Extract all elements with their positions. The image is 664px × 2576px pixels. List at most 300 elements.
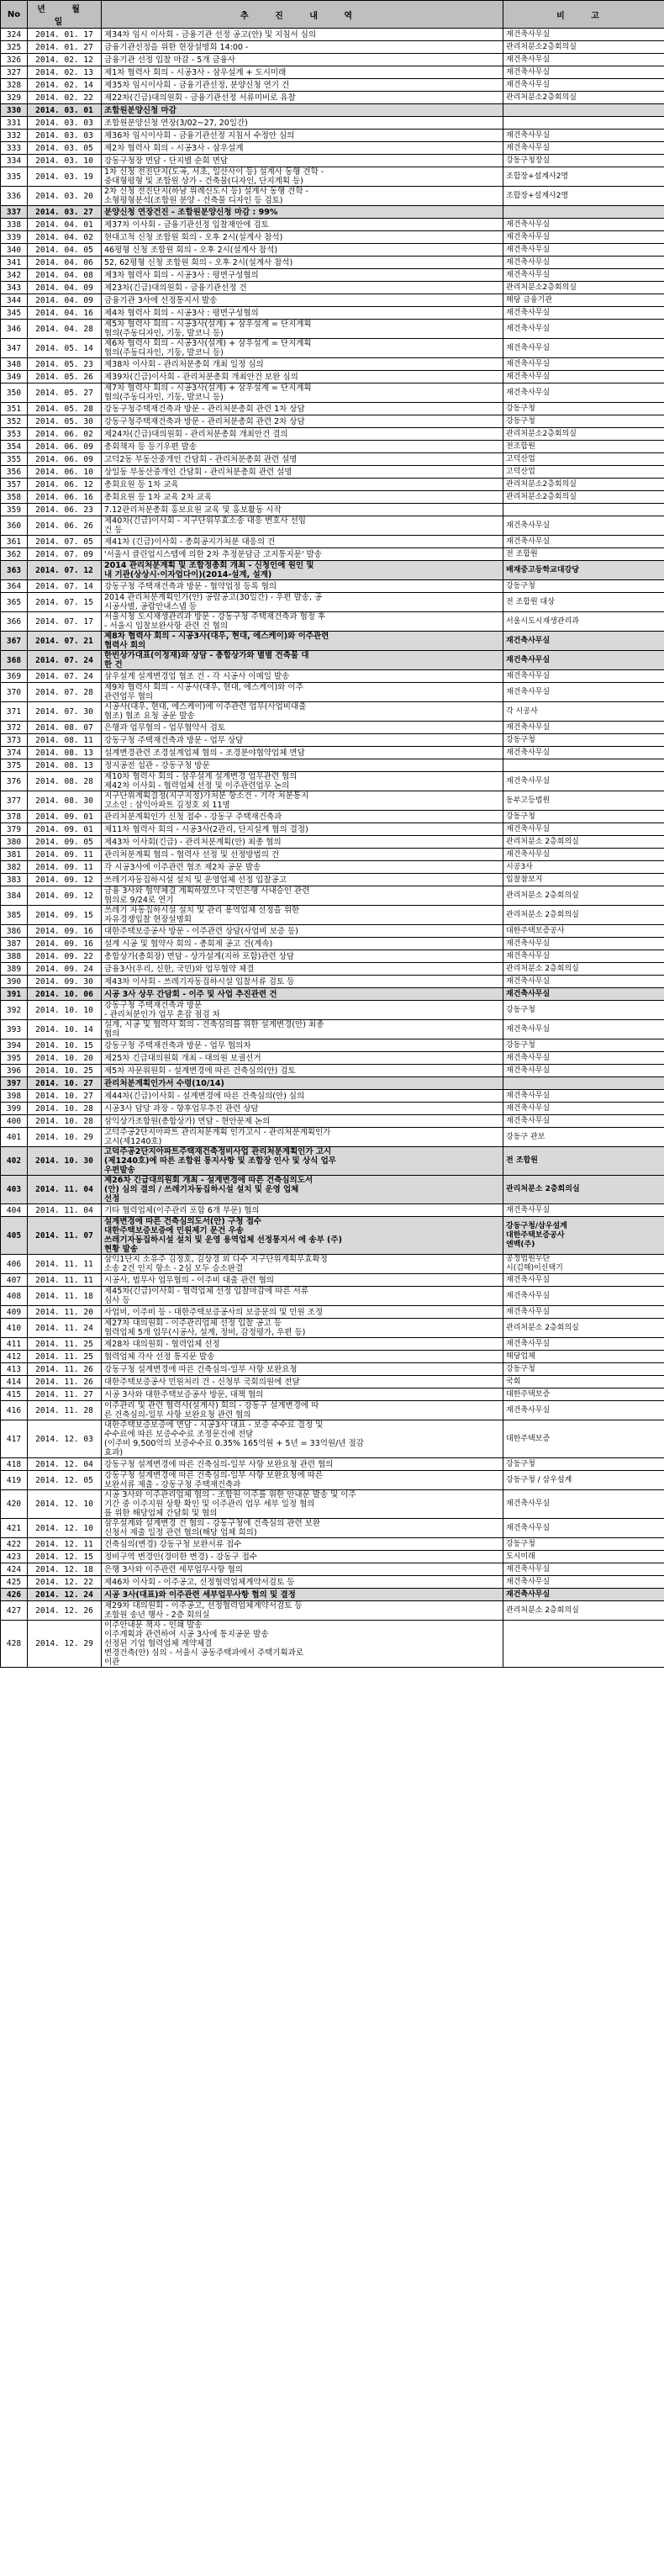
row-number: 398 (1, 1090, 28, 1103)
content-line: 총회요원 등 1차 교육 2차 교육 (104, 492, 213, 502)
row-date: 2014. 07. 28 (28, 683, 102, 702)
row-number: 330 (1, 104, 28, 117)
row-date: 2014. 07. 15 (28, 593, 102, 612)
row-note: 재건축사무실 (503, 1115, 664, 1128)
row-note: 재건축사무실 (503, 339, 664, 358)
header-note: 비 고 (503, 1, 664, 29)
row-date: 2014. 06. 23 (28, 504, 102, 516)
content-line: 보완서류 제출 - 강동구청 주택재건축과 (104, 1480, 241, 1489)
content-line: 내 기관(상상시·이자업다이)(2014-설계, 설계) (104, 570, 272, 579)
table-row (1, 104, 664, 117)
row-note: 강동구청 (503, 1001, 664, 1020)
content-line: 제45차(긴급)이사회 - 협력업체 선정 입찰마감에 따른 서류 (104, 1287, 308, 1296)
row-date: 2014. 08. 13 (28, 759, 102, 772)
row-note: 고덕산업 (503, 453, 664, 466)
row-date: 2014. 05. 23 (28, 358, 102, 371)
content-line: 이주안내문 책자 - 인쇄 발송 (104, 1621, 203, 1630)
table-row (1, 548, 664, 561)
content-line: 총회요원 등 1차 교육 (104, 479, 179, 489)
row-note: 재건축사무실 (503, 1338, 664, 1351)
row-content (102, 791, 503, 811)
row-date: 2014. 12. 10 (28, 1519, 102, 1538)
table-row (1, 1589, 664, 1601)
table-row (1, 1128, 664, 1147)
table-row (1, 79, 664, 92)
content-line: 시공 3사 상무 간담회 - 이주 및 사업 추진관련 건 (104, 989, 277, 999)
row-number: 388 (1, 950, 28, 963)
row-number: 355 (1, 453, 28, 466)
row-date: 2014. 07. 24 (28, 670, 102, 683)
row-date: 2014. 02. 22 (28, 92, 102, 104)
row-content (102, 1420, 503, 1458)
row-date: 2014. 07. 17 (28, 612, 102, 632)
content-line: 심사 등 (104, 1296, 130, 1305)
row-date: 2014. 07. 30 (28, 702, 102, 722)
row-number: 428 (1, 1621, 28, 1668)
row-content (102, 1601, 503, 1621)
row-content (102, 861, 503, 874)
content-line: - 서울시 입찰보완사항 관련 건 협의 (104, 622, 229, 631)
row-note: 강동구청 (503, 734, 664, 747)
content-line: 시공사, 법무사 업무협의 - 이주비 대출 관련 협의 (104, 1275, 274, 1285)
content-line: 은행과 업무협의 - 업무협약서 검토 (104, 722, 225, 733)
row-content (102, 632, 503, 651)
row-date: 2014. 04. 09 (28, 294, 102, 307)
row-content (102, 811, 503, 823)
row-content (102, 1519, 503, 1538)
row-number: 395 (1, 1052, 28, 1065)
row-content (102, 1376, 503, 1389)
table-row (1, 1319, 664, 1338)
row-date: 2014. 07. 21 (28, 632, 102, 651)
row-number: 357 (1, 479, 28, 491)
content-line: 현대고척 신청 조합원 회의 - 오후 2시(설계사 참석) (104, 232, 283, 242)
row-content (102, 1103, 503, 1115)
row-number: 345 (1, 307, 28, 320)
row-date: 2014. 12. 11 (28, 1538, 102, 1551)
row-date: 2014. 11. 04 (28, 1204, 102, 1217)
row-number: 348 (1, 358, 28, 371)
row-date: 2014. 11. 07 (28, 1217, 102, 1255)
row-date: 2014. 04. 02 (28, 231, 102, 244)
row-number: 379 (1, 823, 28, 836)
row-note: 재건축사무실 (503, 1576, 664, 1589)
row-note: 강동구청 (503, 580, 664, 593)
content-line: 쓰레기자동집하시설 설치 및 운영 용역업체 선정통지서 에 송부 (주) (104, 1235, 342, 1245)
content-line: 협의(주동디자인, 기둥, 발코니 등) (104, 348, 224, 357)
content-line: (안) 심의 결의 / 쓰레기자동집하시설 설치 및 운영 업체 (104, 1185, 299, 1194)
content-line: 제44차(긴급)이사회 - 설계변경에 따른 건축심의(안) 심의 (104, 1091, 305, 1101)
row-note (503, 759, 664, 772)
row-note: 시공3사 (503, 861, 664, 874)
row-number: 385 (1, 906, 28, 925)
table-row (1, 722, 664, 734)
row-content (102, 1471, 503, 1490)
row-date: 2014. 12. 05 (28, 1471, 102, 1490)
row-content (102, 1255, 503, 1274)
row-date: 2014. 03. 03 (28, 130, 102, 142)
row-content (102, 1217, 503, 1255)
row-note: 도시미래 (503, 1551, 664, 1563)
row-content (102, 1576, 503, 1589)
content-line: 삼우설계 설계변경업 협조 건 - 각 시공사 이메일 발송 (104, 671, 290, 681)
row-number: 369 (1, 670, 28, 683)
row-note: 재건축사무실 (503, 1490, 664, 1519)
row-note: 강동구 관보 (503, 1128, 664, 1147)
row-content (102, 651, 503, 670)
row-note: 전 조합원 (503, 548, 664, 561)
table-row (1, 734, 664, 747)
content-line: 고덕주공2단지아파트 관리처분계획 인가고시 - 관리처분계획인가 (104, 1128, 331, 1137)
row-number: 363 (1, 561, 28, 580)
row-number: 333 (1, 142, 28, 155)
row-number: 375 (1, 759, 28, 772)
table-row (1, 1001, 664, 1020)
row-date: 2014. 07. 05 (28, 536, 102, 548)
row-note: 대한주택보증공사 (503, 925, 664, 938)
row-note: 조합장+설계사2명 (503, 187, 664, 206)
content-line: 금융3사(우리, 신한, 국민)와 업무협약 체결 (104, 964, 255, 974)
row-date: 2014. 11. 11 (28, 1255, 102, 1274)
row-note: 배재중고등학교대강당 (503, 561, 664, 580)
content-line: 각 시공3사에 이주관련 협조 제2차 공문 발송 (104, 862, 261, 872)
row-content (102, 1039, 503, 1052)
row-number: 358 (1, 491, 28, 504)
row-note: 재건축사무실 (503, 722, 664, 734)
row-content (102, 167, 503, 187)
row-note: 관리처분소2층회의실 (503, 428, 664, 441)
row-content (102, 1287, 503, 1306)
content-line: 제22차(긴급)대의원회 - 금융기관선정 서류미비로 유찰 (104, 93, 296, 103)
table-row (1, 925, 664, 938)
row-content (102, 548, 503, 561)
row-note: 재건축사무실 (503, 142, 664, 155)
table-row (1, 1538, 664, 1551)
row-content (102, 874, 503, 886)
content-line: 건 등 (104, 526, 123, 535)
row-date: 2014. 12. 15 (28, 1551, 102, 1563)
row-content (102, 612, 503, 632)
content-line: 협의(주동디자인, 기둥, 발코니 등) (104, 393, 224, 402)
table-row (1, 130, 664, 142)
table-row (1, 307, 664, 320)
row-content (102, 155, 503, 167)
row-content (102, 963, 503, 976)
row-note: 강동구청 (503, 1039, 664, 1052)
row-note: 관리처분소2층회의실 (503, 92, 664, 104)
row-date: 2014. 12. 29 (28, 1621, 102, 1668)
row-number: 416 (1, 1401, 28, 1420)
row-number: 422 (1, 1538, 28, 1551)
row-number: 411 (1, 1338, 28, 1351)
row-note: 재건축사무실 (503, 976, 664, 988)
row-content (102, 516, 503, 536)
content-line: 한빈상가대표(이정재)와 상담 - 총합상가와 별별 건축물 대 (104, 651, 309, 660)
table-row (1, 1389, 664, 1401)
row-note: 재건축사무실 (503, 29, 664, 41)
table-header-row (1, 1, 664, 29)
row-content (102, 41, 503, 54)
table-row (1, 403, 664, 415)
content-line: 신청서 제출 일정 관련 협의(해당 업체 회의) (104, 1528, 257, 1537)
row-number: 367 (1, 632, 28, 651)
content-line: 시공사별, 공람안내스냅 등 (104, 602, 198, 611)
content-line: 선정 (104, 1194, 120, 1203)
row-date: 2014. 11. 26 (28, 1363, 102, 1376)
row-note: 국회 (503, 1376, 664, 1389)
table-row (1, 66, 664, 79)
row-number: 381 (1, 849, 28, 861)
row-date: 2014. 10. 10 (28, 1001, 102, 1020)
row-note: 재건축사무실 (503, 130, 664, 142)
table-row (1, 1020, 664, 1039)
row-content (102, 1551, 503, 1563)
row-note: 재건축사무실 (503, 320, 664, 339)
content-line: 효과) (104, 1448, 124, 1457)
content-line: (제1240호)에 따른 조합원 통지사항 및 조합장 인사 및 상식 업무 (104, 1156, 336, 1166)
content-line: 시공사(대우, 현대, 에스케이)에 이주관련 업무(사업비대출 (104, 702, 307, 711)
row-note: 관리처분소 2층회의실 (503, 886, 664, 906)
row-number: 356 (1, 466, 28, 479)
content-line: 제10차 협력사 회의 - 삼우설계 설계변경 업무관련 협의 (104, 772, 298, 781)
content-line: 대한주택보증보증에 민원제기 문건 우송 (104, 1226, 244, 1235)
row-number: 407 (1, 1274, 28, 1287)
table-row (1, 453, 664, 466)
row-note: 강동구청/삼우설계 대한주택보증공사 엔백(주) (503, 1217, 664, 1255)
row-date: 2014. 09. 01 (28, 811, 102, 823)
row-date: 2014. 09. 15 (28, 906, 102, 925)
table-row (1, 561, 664, 580)
row-date: 2014. 03. 20 (28, 187, 102, 206)
row-note: 강동구청 / 삼우설계 (503, 1471, 664, 1490)
content-line: 삼우설계와 설계변경 건 협의 - 강동구청에 건축심의 관련 보완 (104, 1519, 321, 1528)
table-row (1, 1077, 664, 1090)
table-row (1, 1147, 664, 1176)
content-line: 사업비, 이주비 등 - 대한주택보증공사의 보증문의 및 민원 조정 (104, 1307, 324, 1317)
row-content (102, 383, 503, 403)
content-line: 지구단위계획결정(지구지정)가처분 항소건 - 기각 처분통지 (104, 791, 309, 801)
table-row (1, 988, 664, 1001)
row-date: 2014. 10. 14 (28, 1020, 102, 1039)
content-line: - 관리처분인가 업무 혼잡 점검 차 (104, 1010, 220, 1019)
row-date: 2014. 07. 14 (28, 580, 102, 593)
table-row (1, 683, 664, 702)
table-row (1, 1176, 664, 1204)
row-number: 414 (1, 1376, 28, 1389)
row-date: 2014. 04. 09 (28, 282, 102, 294)
row-number: 332 (1, 130, 28, 142)
row-note: 재건축사무실 (503, 516, 664, 536)
content-line: 이관 (104, 1658, 120, 1667)
row-note: 관리처분소 2층회의실 (503, 1176, 664, 1204)
row-number: 368 (1, 651, 28, 670)
row-date: 2014. 10. 28 (28, 1103, 102, 1115)
row-content (102, 772, 503, 791)
row-date: 2014. 12. 22 (28, 1576, 102, 1589)
row-number: 412 (1, 1351, 28, 1363)
row-number: 380 (1, 836, 28, 849)
row-note: 재건축사무실 (503, 1090, 664, 1103)
content-line: 제24차(긴급)대의원회 - 관리처분총회 개최안건 결의 (104, 429, 288, 439)
row-note: 재건축사무실 (503, 1274, 664, 1287)
content-line: 1차 신청 전진단지(도곡, 서초, 일산사이 등) 설계사 동행 견학 - (104, 167, 324, 177)
row-content (102, 339, 503, 358)
content-line: 를 위한 해당업체 간담회 및 협의 (104, 1509, 218, 1518)
content-line: 제40차(긴급)이사회 - 지구단위무효소송 대응 변호사 선임 (104, 516, 306, 526)
row-number: 370 (1, 683, 28, 702)
row-date: 2014. 09. 12 (28, 874, 102, 886)
table-row (1, 1458, 664, 1471)
table-row (1, 54, 664, 66)
row-number: 340 (1, 244, 28, 257)
row-note: 재건축사무실 (503, 257, 664, 269)
row-note: 재건축사무실 (503, 1287, 664, 1306)
row-number: 346 (1, 320, 28, 339)
table-row (1, 41, 664, 54)
table-row (1, 772, 664, 791)
row-content (102, 92, 503, 104)
content-line: 제7차 협력사 회의 - 시공3사(설계) + 삼우설계 = 단지계획 (104, 383, 312, 393)
row-number: 360 (1, 516, 28, 536)
row-date: 2014. 10. 20 (28, 1052, 102, 1065)
content-line: 강동구청 설계변경에 따른 건축심의-일부 사항 보완요청에 따른 (104, 1471, 324, 1480)
row-date: 2014. 02. 13 (28, 66, 102, 79)
row-date: 2014. 03. 05 (28, 142, 102, 155)
content-line: 관리처분계획인가서 수령(10/14) (104, 1078, 224, 1088)
row-number: 359 (1, 504, 28, 516)
row-content (102, 504, 503, 516)
row-date: 2014. 09. 22 (28, 950, 102, 963)
row-date: 2014. 11. 18 (28, 1287, 102, 1306)
row-content (102, 1077, 503, 1090)
row-date: 2014. 07. 12 (28, 561, 102, 580)
content-line: 금융기관선정을 위한 현장설명회 14:00 - (104, 42, 249, 52)
row-note: 재건축사무실 (503, 950, 664, 963)
content-line: 제34차 임시 이사회 - 금융기관 선정 공고(안) 및 지침서 심의 (104, 29, 317, 40)
row-content (102, 307, 503, 320)
row-number: 408 (1, 1287, 28, 1306)
row-note: 전 조합원 (503, 1147, 664, 1176)
row-note: 관리처분소 2층회의실 (503, 963, 664, 976)
content-line: 조합원분양신청 연장(3/02~27, 20일간) (104, 118, 248, 128)
row-number: 354 (1, 441, 28, 453)
table-row (1, 1401, 664, 1420)
table-row (1, 1621, 664, 1668)
content-line: 협조) 협조 요청 공문 발송 (104, 711, 195, 721)
table-row (1, 670, 664, 683)
row-note: 재건축사무실 (503, 79, 664, 92)
table-row (1, 1274, 664, 1287)
row-content (102, 938, 503, 950)
content-line: 강동구청 주택재건축과 방문 (104, 1001, 203, 1010)
row-note: 서울시도시재생관리과 (503, 612, 664, 632)
row-note: 재건축사무실 (503, 536, 664, 548)
row-number: 401 (1, 1128, 28, 1147)
row-note: 재건축사무실 (503, 219, 664, 231)
row-content (102, 1176, 503, 1204)
content-line: 제26차 긴급대의원회 개최 - 설계변경에 따른 건축심의도서 (104, 1176, 314, 1185)
content-line: 중대형평형 및 조합원 상가 - 건축물(디자인, 단지계획 등) (104, 177, 303, 186)
row-note: 재건축사무실 (503, 1519, 664, 1538)
row-date: 2014. 10. 27 (28, 1090, 102, 1103)
row-number: 347 (1, 339, 28, 358)
table-row (1, 861, 664, 874)
row-date: 2014. 01. 17 (28, 29, 102, 41)
row-number: 415 (1, 1389, 28, 1401)
content-line: 정비구역 변경안(경미한 변경) - 강동구 접수 (104, 1552, 257, 1562)
row-note: 재건축사무실 (503, 307, 664, 320)
row-number: 350 (1, 383, 28, 403)
row-content (102, 371, 503, 383)
row-number: 382 (1, 861, 28, 874)
row-note: 해당 금융기관 (503, 294, 664, 307)
row-content (102, 231, 503, 244)
row-content (102, 403, 503, 415)
table-row (1, 219, 664, 231)
content-line: 분양신청 연장건진 - 조합원분양신청 마감 : 99% (104, 207, 278, 217)
row-number: 339 (1, 231, 28, 244)
row-number: 399 (1, 1103, 28, 1115)
table-row (1, 415, 664, 428)
row-content (102, 453, 503, 466)
content-line: 시공 3사(대표)와 이주관련 세부업무사항 협의 및 결정 (104, 1590, 296, 1600)
row-date: 2014. 08. 28 (28, 772, 102, 791)
content-line: 협의(주동디자인, 기둥, 발코니 등) (104, 329, 224, 338)
content-line: 삼익1단지 소유주 김정호, 김상경 외 다수 지구단위계획무효확정 (104, 1255, 328, 1264)
row-date: 2014. 12. 10 (28, 1490, 102, 1519)
row-note (503, 117, 664, 130)
row-date: 2014. 11. 26 (28, 1376, 102, 1389)
row-content (102, 282, 503, 294)
row-number: 393 (1, 1020, 28, 1039)
header-no: No (1, 1, 28, 29)
row-date: 2014. 10. 28 (28, 1115, 102, 1128)
row-content (102, 823, 503, 836)
row-date: 2014. 06. 10 (28, 466, 102, 479)
row-content (102, 206, 503, 219)
row-number: 336 (1, 187, 28, 206)
row-note: 전 조합원 대상 (503, 593, 664, 612)
row-note (503, 504, 664, 516)
row-date: 2014. 08. 30 (28, 791, 102, 811)
row-content (102, 1204, 503, 1217)
table-row (1, 1115, 664, 1128)
row-content (102, 925, 503, 938)
row-date: 2014. 02. 14 (28, 79, 102, 92)
row-note: 관리처분소 2층회의실 (503, 836, 664, 849)
row-date: 2014. 11. 20 (28, 1306, 102, 1319)
row-content (102, 1147, 503, 1176)
row-date: 2014. 11. 04 (28, 1176, 102, 1204)
table-row (1, 155, 664, 167)
row-date: 2014. 09. 30 (28, 976, 102, 988)
row-note: 강동구청 (503, 811, 664, 823)
row-content (102, 142, 503, 155)
table-row (1, 371, 664, 383)
row-content (102, 1401, 503, 1420)
table-row (1, 269, 664, 282)
row-content (102, 117, 503, 130)
content-line: 조합원분양신청 마감 (104, 105, 177, 115)
content-line: 기간 중 이주지원 상황 확인 및 이주관리 업무 세부 일정 협의 (104, 1500, 315, 1509)
table-row (1, 320, 664, 339)
row-date: 2014. 06. 02 (28, 428, 102, 441)
row-content (102, 1458, 503, 1471)
row-note: 관리처분소2층회의실 (503, 282, 664, 294)
row-content (102, 906, 503, 925)
table-row (1, 1490, 664, 1519)
table-row (1, 1039, 664, 1052)
